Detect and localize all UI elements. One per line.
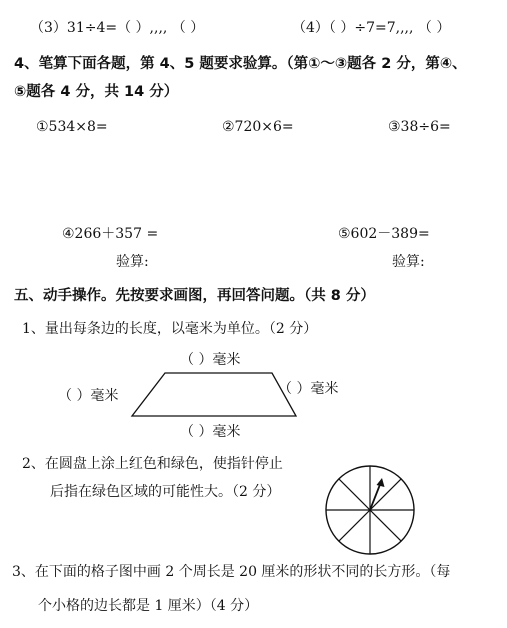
question-3-line2: 个小格的边长都是 1 厘米）（4 分） (38, 598, 259, 614)
problem-3-text: （3）31÷4=（ ）,,,, （ ） (30, 20, 205, 36)
question-2-line2: 后指在绿色区域的可能性大。（2 分） (50, 484, 281, 500)
trapezoid-right-label: （ ）毫米 (278, 381, 339, 397)
calc-problem-5: ⑤602－389= (338, 226, 430, 242)
check-label-right: 验算: (392, 254, 425, 270)
section-4-heading-line2: ⑤题各 4 分，共 14 分） (14, 84, 179, 100)
question-2-line1: 2、在圆盘上涂上红色和绿色，使指针停止 (22, 456, 283, 472)
check-label-left: 验算: (116, 254, 149, 270)
calc-problem-3: ③38÷6= (388, 119, 451, 135)
spinner-pointer (370, 478, 385, 510)
question-3-line1: 3、在下面的格子图中画 2 个周长是 20 厘米的形状不同的长方形。（每 (12, 564, 451, 580)
trapezoid-bottom-label: （ ）毫米 (180, 424, 241, 440)
section-5-heading: 五、动手操作。先按要求画图，再回答问题。（共 8 分） (14, 288, 375, 304)
calc-problem-4: ④266＋357 = (62, 226, 159, 242)
calc-problem-1: ①534×8= (36, 119, 108, 135)
section-4-heading-line1: 4、笔算下面各题，第 4、5 题要求验算。（第①～③题各 2 分，第④、 (14, 56, 467, 72)
trapezoid-top-label: （ ）毫米 (180, 352, 241, 368)
trapezoid-shape (132, 373, 296, 416)
question-1-text: 1、量出每条边的长度，以毫米为单位。（2 分） (22, 321, 318, 337)
trapezoid-left-label: （ ）毫米 (58, 388, 119, 404)
problem-4-text: （4）（ ）÷7=7,,,, （ ） (292, 20, 451, 36)
calc-problem-2: ②720×6= (222, 119, 294, 135)
spinner-disc (323, 463, 417, 557)
